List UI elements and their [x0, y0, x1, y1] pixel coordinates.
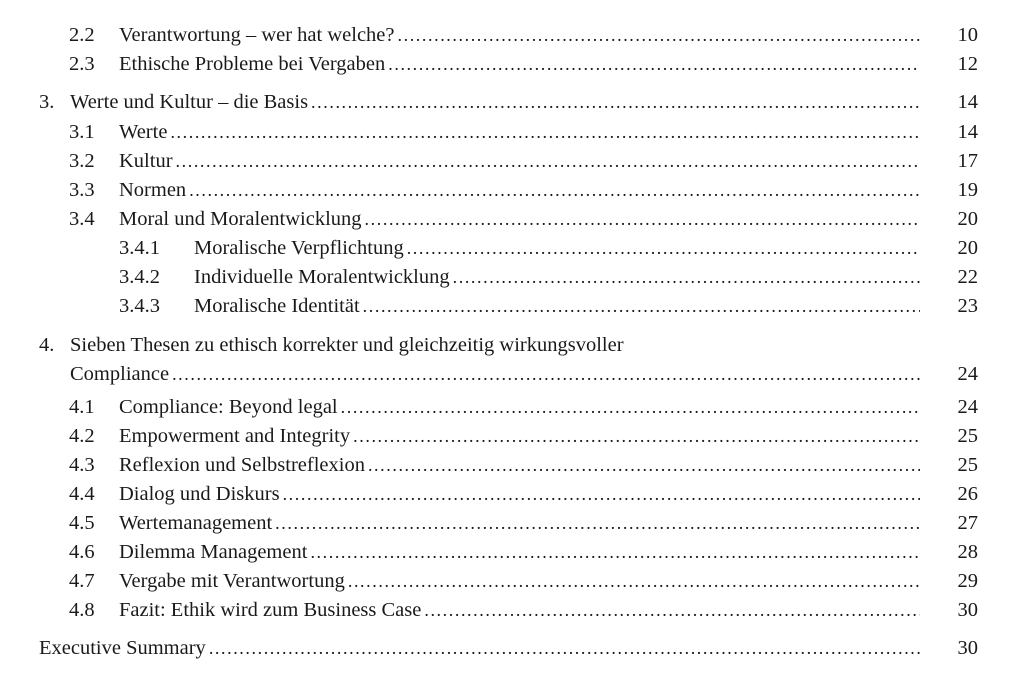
toc-entry-title: Moralische Verpflichtung — [194, 234, 407, 262]
toc-dot-leader — [407, 234, 920, 262]
toc-entry-page: 26 — [957, 483, 978, 505]
toc-entry-number: 3.4.1 — [119, 237, 160, 259]
toc-entry-number: 4.7 — [69, 570, 95, 592]
toc-entry-title: Vergabe mit Verantwortung — [119, 567, 348, 595]
toc-dot-leader — [275, 509, 920, 537]
toc-entry-title: Dialog und Diskurs — [119, 480, 283, 508]
toc-entry[interactable] — [0, 118, 1024, 146]
toc-entry-number: 2.2 — [69, 24, 95, 46]
toc-entry-page: 12 — [957, 53, 978, 75]
toc-entry-number: 4.5 — [69, 512, 95, 534]
toc-entry[interactable] — [0, 50, 1024, 78]
toc-entry-page: 20 — [957, 237, 978, 259]
toc-entry-title: Ethische Probleme bei Vergaben — [119, 50, 388, 78]
toc-dot-leader — [368, 451, 920, 479]
toc-dot-leader — [283, 480, 920, 508]
toc-entry-page: 17 — [957, 150, 978, 172]
toc-entry-page: 22 — [957, 266, 978, 288]
toc-dot-leader — [341, 393, 920, 421]
toc-entry-page: 23 — [957, 295, 978, 317]
toc-entry-number: 4. — [39, 334, 55, 356]
toc-entry-page: 28 — [957, 541, 978, 563]
toc-entry-title: Kultur — [119, 147, 176, 175]
toc-entry-page: 24 — [957, 363, 978, 385]
toc-entry-number: 3.4 — [69, 208, 95, 230]
toc-entry-number: 4.3 — [69, 454, 95, 476]
toc-entry[interactable] — [0, 205, 1024, 233]
toc-entry-number: 4.6 — [69, 541, 95, 563]
toc-entry-number: 3.2 — [69, 150, 95, 172]
toc-entry-page: 30 — [957, 637, 978, 659]
toc-entry[interactable] — [0, 451, 1024, 479]
toc-entry[interactable] — [0, 147, 1024, 175]
toc-entry-title: Werte — [119, 118, 170, 146]
toc-entry-title: Wertemanagement — [119, 509, 275, 537]
toc-chapter-entry[interactable] — [0, 88, 1024, 116]
toc-entry-title: Executive Summary — [39, 634, 209, 662]
toc-entry-number: 3.3 — [69, 179, 95, 201]
toc-subsection-entry[interactable] — [0, 234, 1024, 262]
toc-dot-leader — [348, 567, 920, 595]
toc-entry[interactable] — [0, 538, 1024, 566]
toc-entry-title: Individuelle Moralentwicklung — [194, 263, 453, 291]
toc-entry-title: Empowerment and Integrity — [119, 422, 353, 450]
toc-entry-title: Compliance — [70, 360, 172, 388]
toc-entry[interactable] — [0, 596, 1024, 624]
toc-entry-page: 25 — [957, 425, 978, 447]
toc-entry-title: Normen — [119, 176, 189, 204]
toc-subsection-entry[interactable] — [0, 292, 1024, 320]
toc-entry-title: Moral und Moralentwicklung — [119, 205, 365, 233]
toc-entry-title: Fazit: Ethik wird zum Business Case — [119, 596, 424, 624]
toc-dot-leader — [176, 147, 920, 175]
toc-entry[interactable] — [0, 567, 1024, 595]
toc-dot-leader — [310, 538, 920, 566]
toc-dot-leader — [453, 263, 920, 291]
toc-entry-number: 2.3 — [69, 53, 95, 75]
toc-chapter-entry-line1[interactable] — [0, 331, 1024, 359]
toc-dot-leader — [172, 360, 920, 388]
toc-entry-number: 3.4.3 — [119, 295, 160, 317]
toc-entry-page: 10 — [957, 24, 978, 46]
toc-entry[interactable] — [0, 21, 1024, 49]
toc-dot-leader — [189, 176, 920, 204]
toc-entry-number: 3.4.2 — [119, 266, 160, 288]
toc-entry[interactable] — [0, 480, 1024, 508]
toc-entry-number: 4.2 — [69, 425, 95, 447]
toc-entry-number: 3.1 — [69, 121, 95, 143]
toc-top-entry[interactable] — [0, 634, 1024, 662]
toc-entry-number: 4.8 — [69, 599, 95, 621]
toc-entry-title: Verantwortung – wer hat welche? — [119, 21, 398, 49]
toc-chapter-entry-line2[interactable] — [0, 360, 1024, 388]
toc-entry-number: 4.1 — [69, 396, 95, 418]
toc-entry[interactable] — [0, 393, 1024, 421]
toc-dot-leader — [311, 88, 920, 116]
toc-entry-page: 25 — [957, 454, 978, 476]
toc-entry-title: Werte und Kultur – die Basis — [70, 88, 311, 116]
toc-entry-page: 30 — [957, 599, 978, 621]
toc-entry[interactable] — [0, 176, 1024, 204]
toc-dot-leader — [365, 205, 920, 233]
toc-dot-leader — [388, 50, 920, 78]
toc-entry-title: Dilemma Management — [119, 538, 310, 566]
toc-entry-number: 4.4 — [69, 483, 95, 505]
toc-entry-page: 27 — [957, 512, 978, 534]
toc-entry-number: 3. — [39, 91, 55, 113]
toc-entry-title-line1: Sieben Thesen zu ethisch korrekter und gleichzeitig wirkungsvoller — [70, 334, 624, 356]
toc-entry-page: 20 — [957, 208, 978, 230]
toc-dot-leader — [424, 596, 920, 624]
toc-entry[interactable] — [0, 422, 1024, 450]
toc-entry-title: Compliance: Beyond legal — [119, 393, 341, 421]
toc-dot-leader — [363, 292, 920, 320]
toc-entry-page: 14 — [957, 121, 978, 143]
toc-entry-page: 19 — [957, 179, 978, 201]
toc-entry[interactable] — [0, 509, 1024, 537]
toc-entry-page: 24 — [957, 396, 978, 418]
toc-entry-page: 14 — [957, 91, 978, 113]
toc-dot-leader — [398, 21, 921, 49]
toc-dot-leader — [209, 634, 920, 662]
toc-entry-title: Reflexion und Selbstreflexion — [119, 451, 368, 479]
toc-dot-leader — [353, 422, 920, 450]
toc-entry-title: Moralische Identität — [194, 292, 363, 320]
toc-subsection-entry[interactable] — [0, 263, 1024, 291]
toc-dot-leader — [170, 118, 920, 146]
toc-entry-page: 29 — [957, 570, 978, 592]
